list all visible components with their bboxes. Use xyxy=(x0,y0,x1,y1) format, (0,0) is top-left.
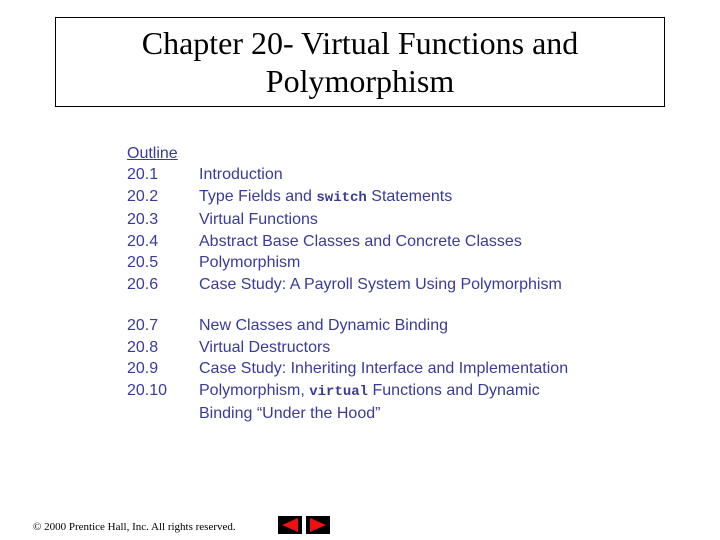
previous-slide-button[interactable] xyxy=(278,516,302,534)
outline-item-number: 20.7 xyxy=(127,317,159,334)
outline-item-text-part: Polymorphism, xyxy=(199,381,310,399)
outline-item-text: Case Study: Inheriting Interface and Implementation xyxy=(199,360,569,377)
code-keyword: virtual xyxy=(309,383,369,400)
outline-item-20-8[interactable] xyxy=(127,337,568,359)
outline-item-number: 20.2 xyxy=(127,187,159,205)
outline-item-20-4[interactable] xyxy=(127,231,568,253)
outline-item-20-2[interactable] xyxy=(127,186,568,210)
outline-item-20-7[interactable] xyxy=(127,315,568,337)
outline-item-number: 20.9 xyxy=(127,360,159,377)
copyright-footer: © 2000 Prentice Hall, Inc. All rights reserved. xyxy=(33,521,236,533)
outline-item-20-6[interactable] xyxy=(127,274,568,296)
outline-item-20-5[interactable] xyxy=(127,252,568,274)
outline-item-text: Polymorphism xyxy=(199,254,301,271)
outline-item-20-1[interactable] xyxy=(127,164,568,186)
outline-item-number: 20.1 xyxy=(127,166,159,183)
outline-item-text: Abstract Base Classes and Concrete Classes xyxy=(199,232,522,250)
left-arrow-icon xyxy=(282,518,298,532)
outline-item-text: Virtual Functions xyxy=(199,211,318,228)
right-arrow-icon xyxy=(310,518,326,532)
outline-item-text: Introduction xyxy=(199,166,283,183)
outline-item-20-9[interactable] xyxy=(127,358,568,380)
outline-item-text xyxy=(199,186,452,210)
outline-item-number: 20.4 xyxy=(127,232,159,250)
outline xyxy=(127,143,568,425)
slide-title-box xyxy=(55,17,665,107)
outline-item-text-part: Statements xyxy=(366,187,453,205)
outline-heading[interactable]: Outline xyxy=(127,145,178,162)
slide-title-line-1: Chapter 20- Virtual Functions and xyxy=(141,25,579,61)
slide-title-line-2: Polymorphism xyxy=(265,63,455,99)
outline-item-text-part: Functions and Dynamic xyxy=(368,381,540,399)
outline-item-text: Binding “Under the Hood” xyxy=(199,405,381,422)
outline-item-number: 20.3 xyxy=(127,211,159,228)
outline-item-20-10-continuation[interactable] xyxy=(127,403,568,425)
outline-item-number-spacer xyxy=(127,403,199,425)
outline-item-text: Case Study: A Payroll System Using Polymorphism xyxy=(199,275,562,293)
next-slide-button[interactable] xyxy=(306,516,330,534)
outline-item-number: 20.6 xyxy=(127,275,159,293)
outline-item-text: Virtual Destructors xyxy=(199,338,331,356)
outline-item-text-part: Type Fields and xyxy=(199,187,317,205)
outline-item-text xyxy=(199,380,540,404)
outline-item-number: 20.10 xyxy=(127,381,168,399)
outline-group-gap xyxy=(127,295,568,315)
outline-item-20-3[interactable] xyxy=(127,209,568,231)
outline-item-number: 20.8 xyxy=(127,338,159,356)
outline-item-number: 20.5 xyxy=(127,254,159,271)
outline-item-text: New Classes and Dynamic Binding xyxy=(199,317,448,334)
outline-item-20-10[interactable] xyxy=(127,380,568,404)
code-keyword: switch xyxy=(316,189,367,206)
